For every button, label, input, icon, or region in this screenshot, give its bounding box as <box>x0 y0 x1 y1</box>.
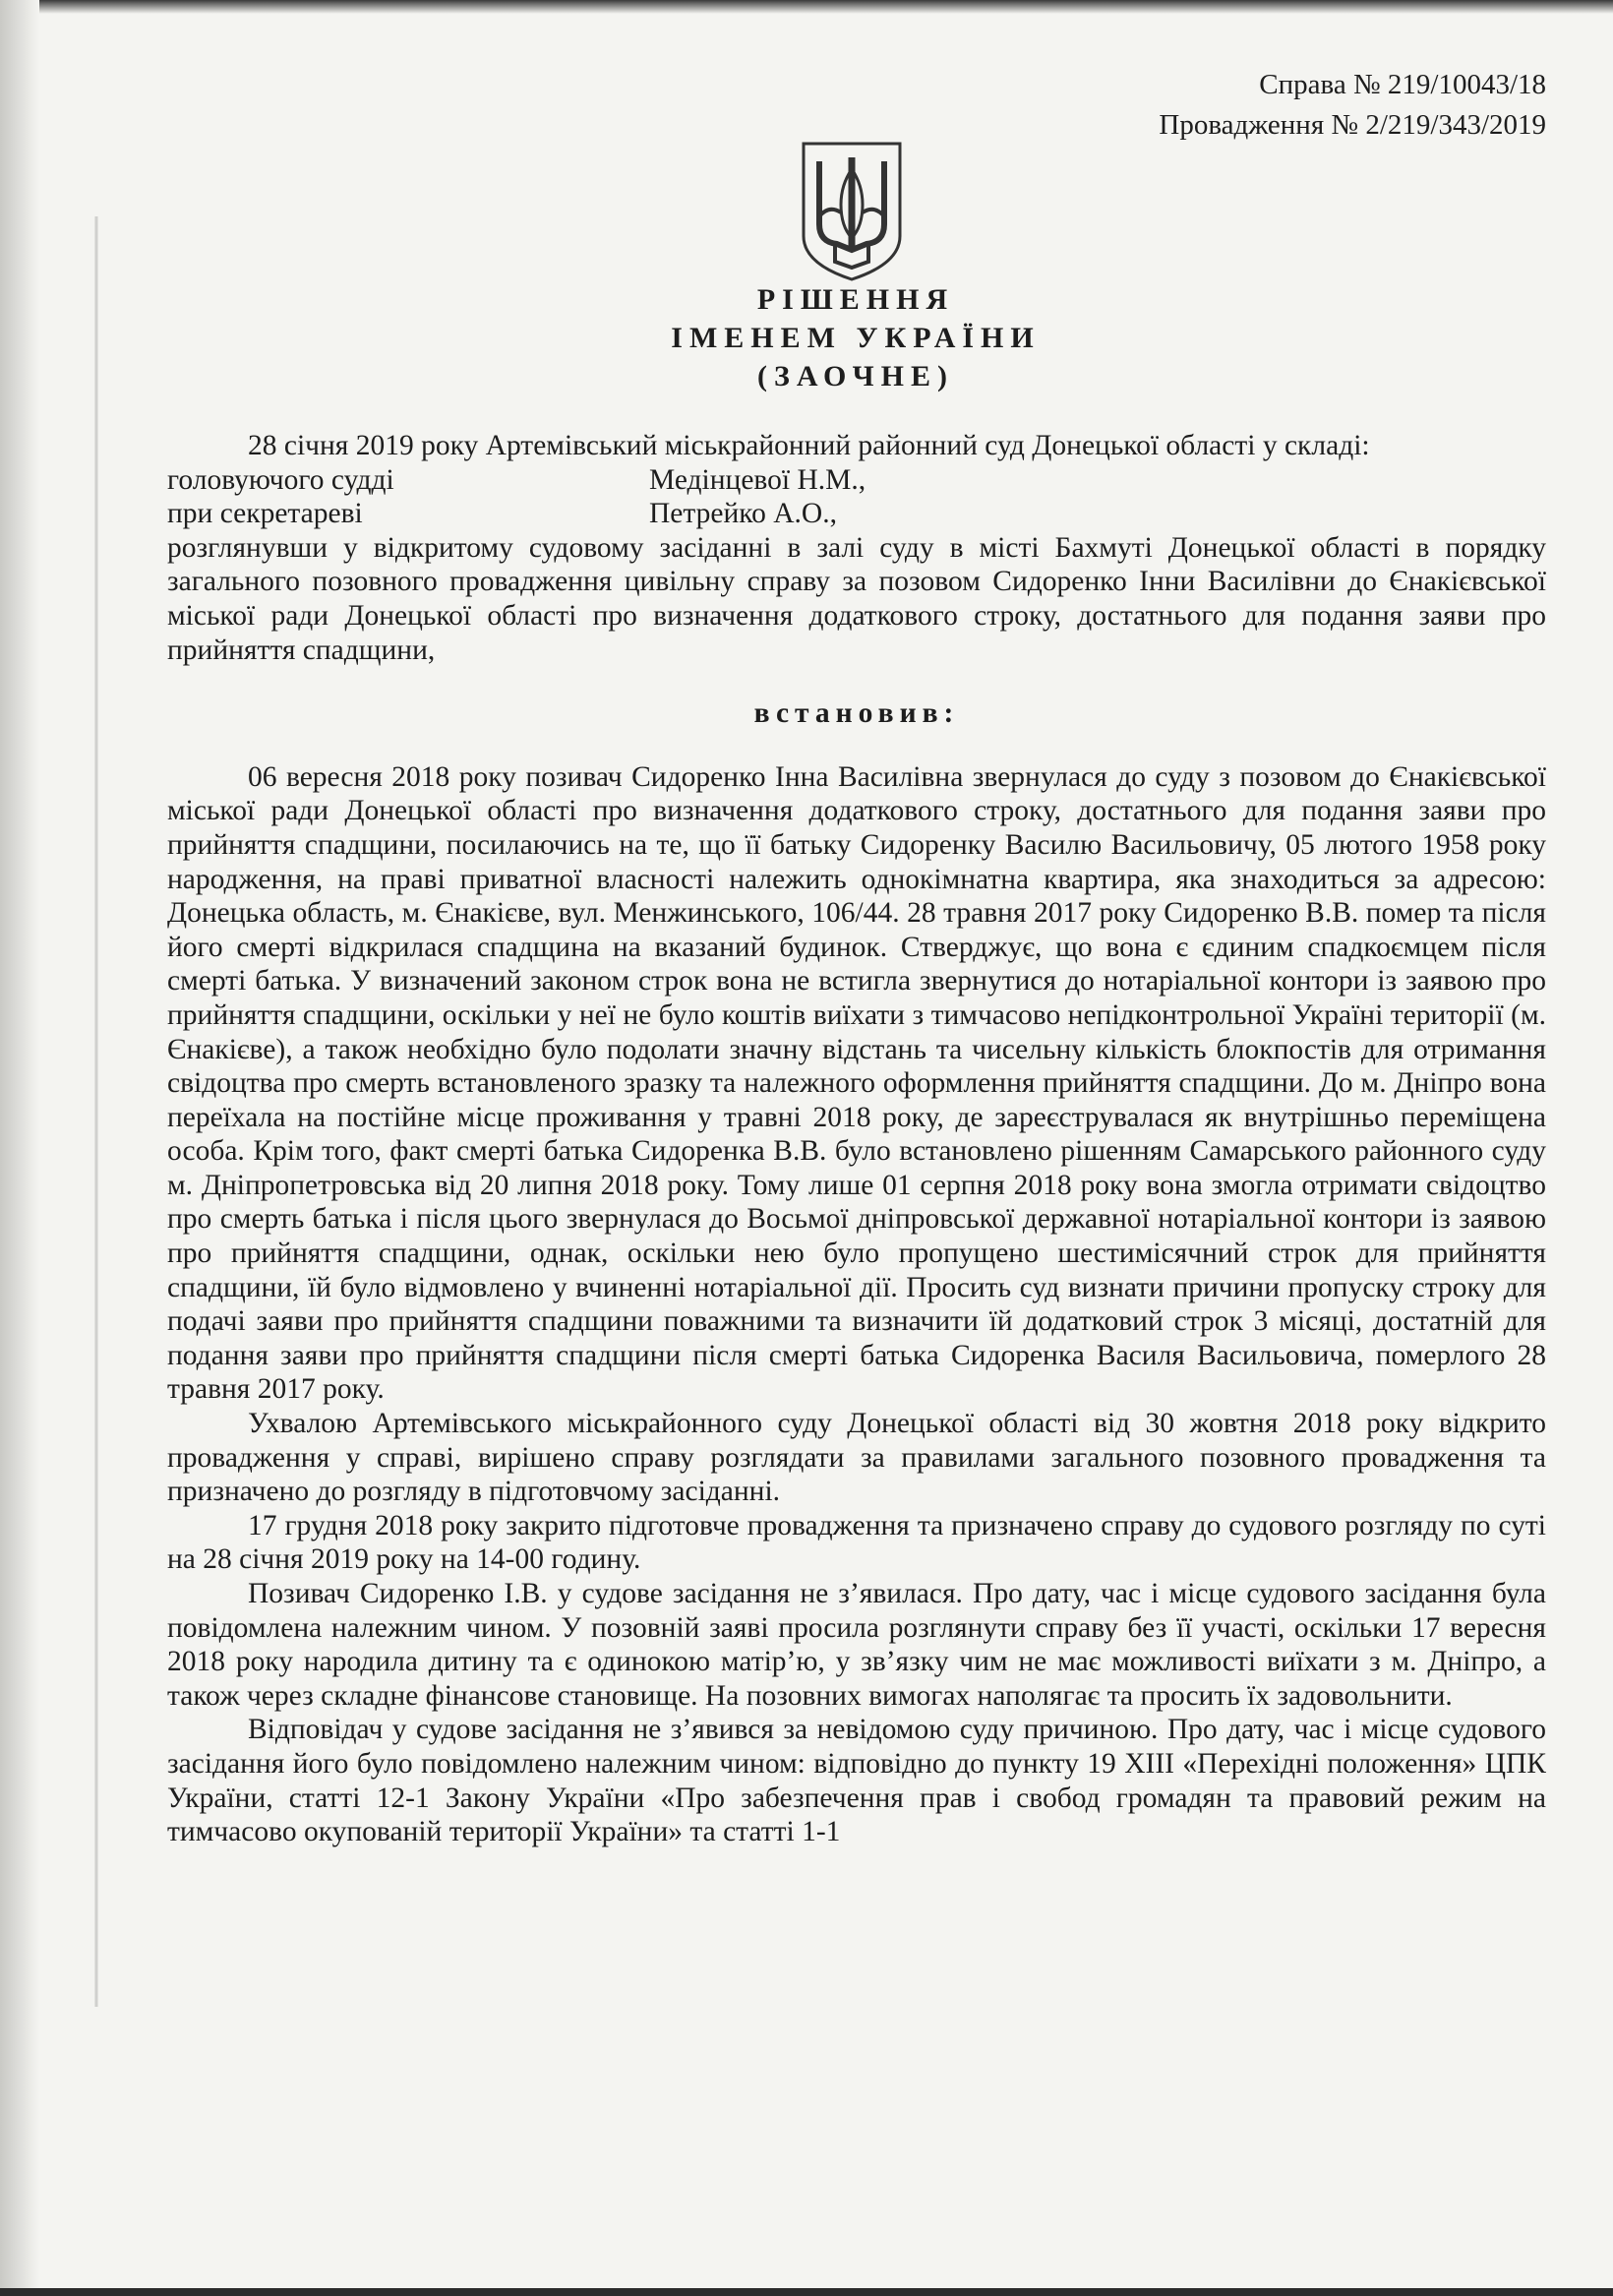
paragraph: Відповідач у судове засідання не з’явився за невідомою суду причиною. Про дату, час і місце судового засідання його було повідомлено належним чином: відповідно до пункту 19 ХІІІ «Перехідні положення» ЦПК України, статті 12-1 Закону України «Про забезпечення прав і свобод громадян та правовий режим на тимчасово окупованій території України» та статті 1-1 <box>167 1714 1546 1848</box>
judge-label: головуючого судді <box>167 463 394 496</box>
intro-opening: 28 січня 2019 року Артемівський міськрайонний районний суд Донецької області у складі: <box>248 430 1370 461</box>
title-in-name-of-ukraine: ІМЕНЕМ УКРАЇНИ <box>671 322 1041 354</box>
secretary-name: Петрейко А.О., <box>649 498 837 530</box>
scan-edge-top <box>0 0 1613 14</box>
judge-row <box>167 463 1546 498</box>
section-heading-established: встановив: <box>753 697 960 730</box>
intro-considering: розглянувши у відкритому судовому засіданні в залі суду в місті Бахмуті Донецької області в порядку загального позовного провадження цивільну справу за позовом Сидоренко Інни Василівни до Єнакієвської міської ради Донецької області про визначення додаткового строку, достатнього для подання заяви про прийняття спадщини, <box>167 531 1546 666</box>
paragraph: Позивач Сидоренко І.В. у судове засідання не з’явилася. Про дату, час і місце судового засідання була повідомлена належним чином. У позовній заяві просила розглянути справу без її участі, оскільки 17 вересня 2018 року народила дитину та є одинокою матір’ю, у зв’язку чим не має можливості виїхати з м. Дніпро, а також через складне фінансове становище. На позовних вимогах наполягає та просить їх задовольнити. <box>167 1578 1546 1712</box>
paragraph: 06 вересня 2018 року позивач Сидоренко Інна Василівна звернулася до суду з позовом до Єнакієвської міської ради Донецької області про визначення додаткового строку, достатнього для подання заяви про прийняття спадщини, посилаючись на те, що її батьку Сидоренку Василю Васильовичу, 05 лютого 1958 року народження, на праві приватної власності належить однокімнатна квартира, яка знаходиться за адресою: Донецька область, м. Єнакієве, вул. Менжинського, 106/44. 28 травня 2017 року Сидоренко В.В. помер та після його смерті відкрилася спадщина на вказаний будинок. Стверджує, що вона є єдиним спадкоємцем після смерті батька. У визначений законом строк вона не встигла звернутися до нотаріальної контори із заявою про прийняття спадщини, оскільки у неї не було коштів виїхати з тимчасово непідконтрольної Україні території (м. Єнакієве), а також необхідно було подолати значну відстань та чисельну кількість блокпостів для отримання свідоцтва про смерть встановленого зразку та належного оформлення прийняття спадщини. До м. Дніпро вона переїхала на постійне місце проживання у травні 2018 року, де зареєструвалася як внутрішньо переміщена особа. Крім того, факт смерті батька Сидоренка В.В. було встановлено рішенням Самарського районного суду м. Дніпропетровська від 20 липня 2018 року. Тому лише 01 серпня 2018 року вона змогла отримати свідоцтво про смерть батька і після цього звернулася до Восьмої дніпровської державної нотаріальної контори із заявою про прийняття спадщини, однак, оскільки нею було пропущено шестимісячний строк для прийняття спадщини, їй було відмовлено у вчиненні нотаріальної дії. Просить суд визнати причини пропуску строку для подачі заяви про прийняття спадщини поважними та визначити їй додатковий строк 3 місяці, достатній для подання заяви про прийняття спадщини після смерті батька Сидоренка Василя Васильовича, померлого 28 травня 2017 року. <box>167 760 1546 1406</box>
case-number: Справа № 219/10043/18 <box>1259 69 1546 100</box>
proceeding-number: Провадження № 2/219/343/2019 <box>1159 109 1546 141</box>
secretary-label: при секретареві <box>167 498 363 530</box>
judge-name: Медінцевої Н.М., <box>649 463 866 496</box>
title-decision: РІШЕННЯ <box>756 283 955 316</box>
decision-body <box>167 429 1546 1849</box>
paragraph: 17 грудня 2018 року закрито підготовче провадження та призначено справу до судового розгляду по суті на 28 січня 2019 року на 14-00 годину. <box>167 1509 1546 1576</box>
paper-fold-line <box>94 216 98 2007</box>
case-references <box>1159 65 1546 146</box>
secretary-row <box>167 497 1546 531</box>
scan-edge-bottom <box>0 2288 1613 2296</box>
document-title <box>0 280 1613 395</box>
title-in-absentia: (ЗАОЧНЕ) <box>757 360 954 393</box>
coat-of-arms-icon <box>798 140 906 283</box>
paragraph: Ухвалою Артемівського міськрайонного суду Донецької області від 30 жовтня 2018 року відкрито провадження у справі, вирішено справу розглядати за правилами загального позовного провадження та призначено до розгляду в підготовчому засіданні. <box>167 1408 1546 1508</box>
